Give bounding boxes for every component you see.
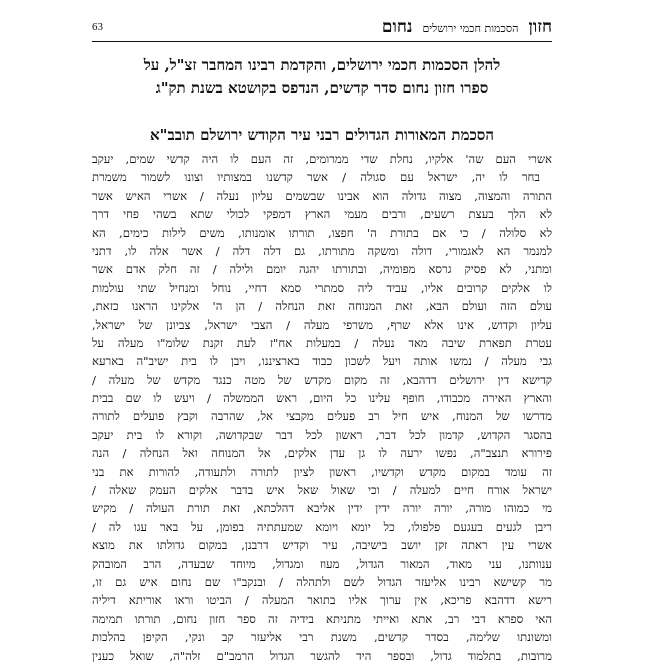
running-header xyxy=(92,14,552,40)
text-line: זה עומד במקום מקדש וקדשיו, ראשון לציון לתורה ולתעודה, להורות את בני xyxy=(92,464,552,479)
text-line: למנמר הא לאגמורי, דולה ומשקה מתורתו, גם דלה דלה / אשר אלה לו, דתני xyxy=(92,243,552,258)
text-line: ענוותנו, עני מאוד, המאור הגדול, מעוז ומגדול, מיוחד שבעדה, הרב המובהק xyxy=(92,556,552,571)
text-line: בהסגר הקדוש, קדמון לכל דבר, ראשון לכל דבר שבקדושה, וקורא לו בית יעקב xyxy=(92,427,552,442)
running-head-word-nachum: נחום xyxy=(381,17,413,37)
text-line: עטרת תפארת שיבה מאד נעלה / במעלות אח"ז לעת זקנת שלומ"ו מעלה על xyxy=(92,335,552,350)
text-line: גבי מעלה / נמשו אותה ויעל לשכון כבוד בארציננו, ויבן לו בית ישיב"ה בארעא xyxy=(92,354,552,369)
running-head-section: הסכמות חכמי ירושלים xyxy=(422,22,519,35)
text-line: לו אלקים קרובים אליו, עביד ליה סמתרי סמא דחיי, נוחל ומנחיל שתי עולמות xyxy=(92,280,552,295)
chapter-heading xyxy=(92,54,552,100)
text-line: לא הלך בעצת רשעים, ורבים מעמי הארץ דמפקי לכולי שתא בשהי פחי דרך xyxy=(92,207,552,222)
text-line: עולם הזה ועולם הבא, זאת המנוחה זאת הנחלה / הן ה' אלקינו הראנו כזאת, xyxy=(92,299,552,314)
text-line: ישראל אורח חיים למעלה / וכי שאול שאל איש בדבר אלקים העמק שאלה / xyxy=(92,483,552,498)
text-line: והארץ האירה מכבודו, חופף עלינו כל היום, ראש הממשלה / ויעש לו שם בבית xyxy=(92,391,552,406)
page-number: 63 xyxy=(92,21,103,33)
chapter-heading-line: ספרו חזון נחום סדר קדשים, הנדפס בקושטא בשנת תק"ג xyxy=(155,79,489,97)
running-head-title xyxy=(382,17,552,37)
text-line: קדישא דין ירושלים דדהבא, זה מקום מקדש של מטה כנגד מקדש של מעלה / xyxy=(92,372,552,387)
text-line: רישא דדהבא פריכא, אין ערוך אליו בתואר המעלה / הביטו וראו אוריתא דיליה xyxy=(92,593,552,608)
text-line: אשרי העם שה' אלקיו, נחלת שדי ממרומים, זה העם לו היה קדשי שמים, יעקב xyxy=(92,152,552,166)
text-line: לא סלולה / כי אם בתורת ה' חפצו, תורתו אומנותו, משים לילות כימים, הא xyxy=(92,225,552,240)
text-line: ריבן לגעים בעגעם פלפולו, כל יומא ויומא שמעתתיה בפומן, על באר עגו לה / xyxy=(92,519,552,534)
text-line: עליון וקדוש, אינו אלא שרף, משרפי מעלה / הצבי ישראל, צביונן של ישראל, xyxy=(92,317,552,332)
text-line: ומתני, לא פסיק גרסא מפומיה, ובתורתו יהגה יומם ולילה / זה חלק אדם אשר xyxy=(92,262,552,277)
text-line: התורה והמצוה, מצוה גדולה הוא אבינו שבשמים עליון נעלה / אשרי האיש אשר xyxy=(92,188,552,203)
text-line: האי ספרא דבי רב, אתא ואייתי מתניתא בידיה זה ספר חזון נחום, תורתו תמימה xyxy=(92,611,552,626)
running-head-word-hazon: חזון xyxy=(528,17,552,37)
section-title: הסכמת המאורות הגדולים רבני עיר הקודש ירושלם תובב"א xyxy=(150,126,494,144)
text-line: מרובות, בתלמוד גדול, ובספר היד להגשר הגדול הרמב"ם זלה"ה, שואל כענין xyxy=(92,648,552,663)
text-line: פירורא תנצב"ה, נפשו ירעה לו גן עדן אלקים, אל המנוחה ואל הנחלה / הנה xyxy=(92,446,552,461)
text-line: בחר לו יה, ישראל עם סגולה / אשר קדשנו במצותיו וצונו לשמור משמרת xyxy=(92,170,540,185)
text-line: מדרשו של המנוח, איש חיל רב פעלים מקבצי אל, שהרבה וקבץ פועלים לתורה xyxy=(92,409,552,424)
text-line: מר קשישא רבינו אליעזר הגדול לשם ולתהלה / ובנקב"ו שם נחום איש גם זו, xyxy=(92,574,552,589)
header-rule xyxy=(92,41,552,42)
text-line: ומשונתו שלימה, בסדר קדשים, משנת רבי אליעזר קב ונקי, הקיפן בהלכות xyxy=(92,630,552,645)
body-text xyxy=(92,150,552,665)
text-line: אשרי עין ראתה זקן יושב בישיבה, עיר וקדיש דרבנן, במקום גדולתו את מוצא xyxy=(92,538,552,553)
chapter-heading-line: להלן הסכמות חכמי ירושלים, והקדמת רבינו המחבר זצ"ל, על xyxy=(143,56,501,74)
text-line: מי כמוהו מורה, יורה יורה ידין ידין אליבא דהלכתא, זאת תורת העולה / מקיש xyxy=(92,501,552,516)
